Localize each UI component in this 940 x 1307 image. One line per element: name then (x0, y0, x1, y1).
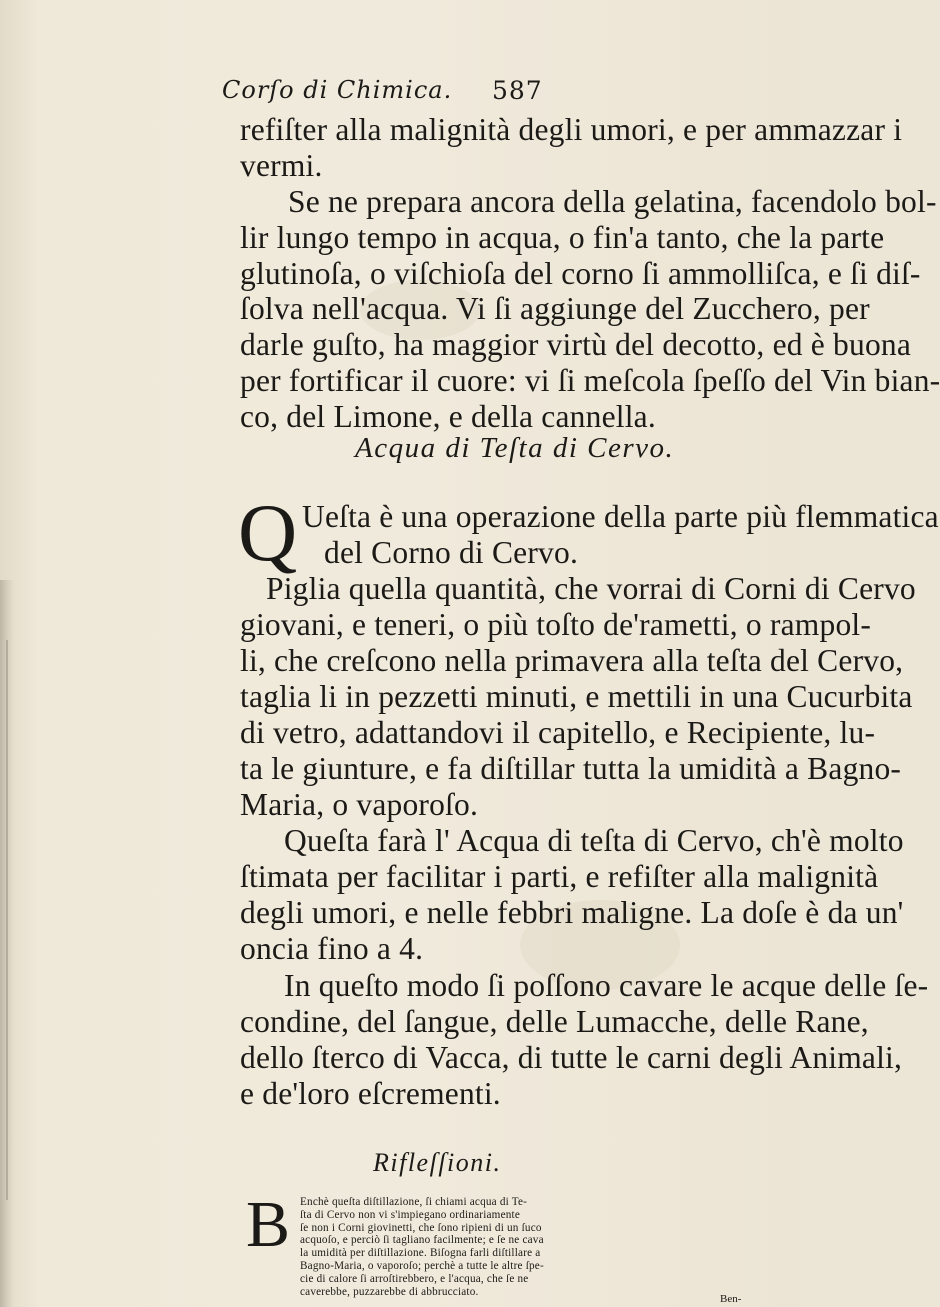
text-line: caverebbe, puzzarebbe di abbrucciato. (300, 1285, 479, 1298)
text-line: e de'loro eſcrementi. (240, 1076, 501, 1111)
drop-cap: Q (238, 487, 298, 578)
text-line: Maria, o vaporoſo. (240, 787, 479, 822)
page-header (222, 70, 722, 114)
text-line: Enchè queſta diſtillazione, ſi chiami acqua di Te- (300, 1196, 528, 1208)
paragraph-other-waters (240, 968, 929, 1112)
paragraph-continuation (240, 112, 903, 184)
page-edge-line (6, 640, 8, 1200)
page-number: 587 (492, 76, 543, 105)
text-line: Queſta farà l' Acqua di teſta di Cervo, ch'è molto (284, 823, 904, 858)
text-line: glutinoſa, o viſchioſa del corno ſi ammolliſca, e ſi diſ- (240, 255, 921, 291)
paragraph-recipe (240, 571, 916, 823)
text-line: ſta di Cervo non vi s'impiegano ordinariamente (300, 1208, 520, 1221)
text-line: per fortificar il cuore: vi ſi meſcola ſpeſſo del Vin bian- (240, 362, 940, 398)
text-line: co, del Limone, e della cannella. (240, 398, 656, 434)
text-line: taglia li in pezzetti minuti, e mettili in una Cucurbita (240, 679, 913, 714)
text-line: li, che creſcono nella primavera alla teſta del Cervo, (240, 643, 904, 678)
text-line: giovani, e teneri, o più toſto de'rametti, o rampol- (240, 607, 872, 642)
text-line: darle guſto, ha maggior virtù del decotto, ed è buona (240, 327, 912, 363)
text-line: vermi. (240, 148, 323, 183)
text-line: di vetro, adattandovi il capitello, e Recipiente, lu- (240, 715, 876, 750)
text-line: ta le giunture, e fa diſtillar tutta la umidità a Bagno- (240, 751, 902, 786)
section-title: Rifleſſioni. (373, 1148, 502, 1177)
text-line: refiſter alla malignità degli umori, e per ammazzar i (240, 112, 903, 147)
text-line: acquoſo, e perciò ſi tagliano facilmente; e ſe ne cava (300, 1234, 544, 1247)
text-line: la umidità per diſtillazione. Biſogna farli diſtillare a (300, 1247, 541, 1260)
text-line: Se ne prepara ancora della gelatina, facendolo bol- (288, 184, 937, 219)
catchword: Ben- (720, 1293, 742, 1305)
text-line: oncia fino a 4. (240, 931, 424, 966)
paragraph-intro (302, 499, 939, 571)
paragraph-reflections (300, 1196, 796, 1298)
paragraph-dose (240, 823, 904, 967)
text-line: dello ſterco di Vacca, di tutte le carni degli Animali, (240, 1040, 903, 1075)
text-line: Ueſta è una operazione della parte più flemmatica (302, 499, 939, 534)
text-line: cie di calore ſi arroſtirebbero, e l'acqua, che ſe ne (300, 1272, 529, 1285)
text-line: degli umori, e nelle febbri maligne. La doſe è da un' (240, 895, 904, 930)
text-line: ſolva nell'acqua. Vi ſi aggiunge del Zucchero, per (240, 291, 870, 327)
text-line: condine, del ſangue, delle Lumacche, delle Rane, (240, 1004, 869, 1039)
text-line: lir lungo tempo in acqua, o fin'a tanto, che la parte (240, 219, 885, 255)
running-head: Corſo di Chimica. (222, 76, 453, 104)
drop-cap: B (246, 1188, 291, 1261)
text-line: Bagno-Maria, o vaporoſo; perchè a tutte le altre ſpe- (300, 1259, 544, 1272)
text-line: del Corno di Cervo. (324, 535, 579, 570)
section-title: Acqua di Teſta di Cervo. (355, 432, 675, 464)
text-line: In queſto modo ſi poſſono cavare le acque delle ſe- (284, 968, 929, 1003)
paragraph-gelatina (240, 184, 940, 435)
text-line: Piglia quella quantità, che vorrai di Corni di Cervo (266, 571, 916, 606)
text-line: ſtimata per facilitar i parti, e refiſter alla malignità (240, 859, 879, 894)
text-line: ſe non i Corni giovinetti, che ſono ripieni di un ſuco (300, 1221, 542, 1234)
